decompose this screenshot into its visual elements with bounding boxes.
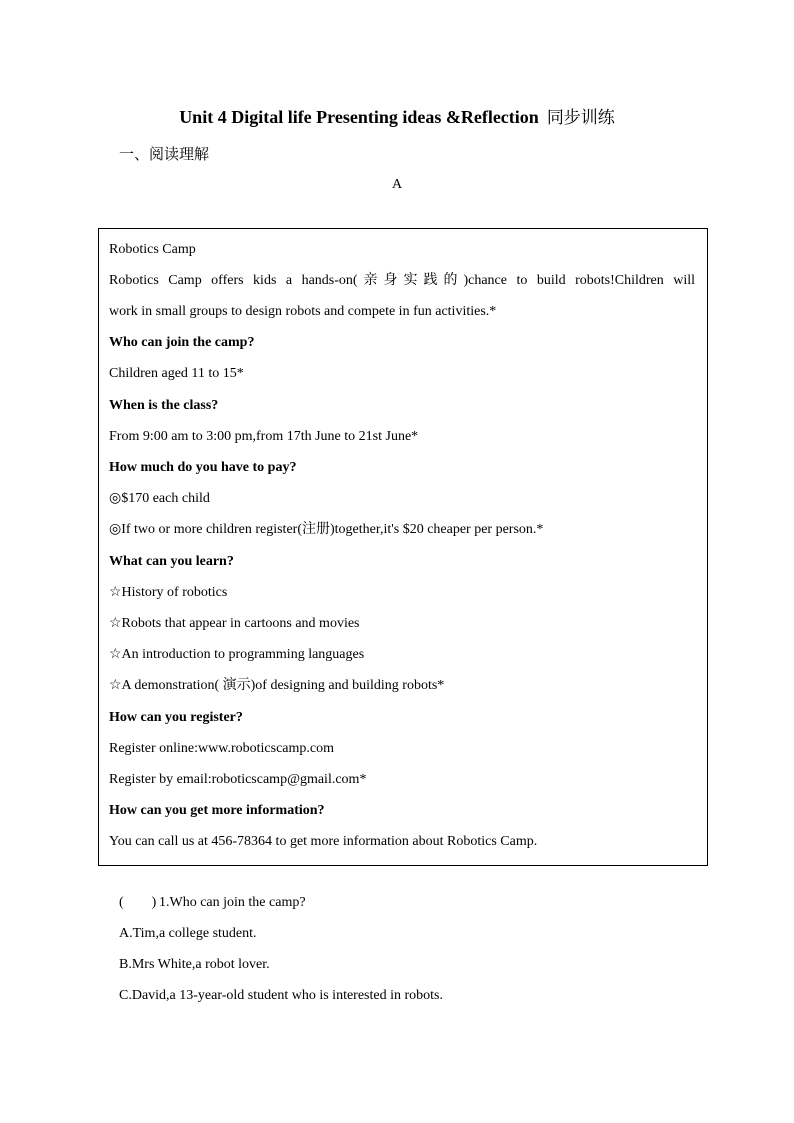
question-1-option-c: C.David,a 13-year-old student who is interested in robots. (119, 988, 443, 1003)
passage-letter: A (391, 177, 403, 192)
price-each-child: ◎$170 each child (109, 491, 210, 506)
answer-blank: ( ) (119, 895, 157, 910)
question-1-option-b: B.Mrs White,a robot lover. (119, 957, 270, 972)
heading-how-much: How much do you have to pay? (109, 460, 297, 475)
section-heading: 一、阅读理解 (119, 145, 210, 163)
question-1-text: 1.Who can join the camp? (159, 895, 306, 910)
heading-more-info: How can you get more information? (109, 803, 325, 818)
register-email: Register by email:roboticscamp@gmail.com* (109, 772, 367, 787)
learn-item-programming: ☆An introduction to programming languages (109, 647, 365, 662)
passage-title: Robotics Camp (109, 242, 196, 257)
answer-age: Children aged 11 to 15* (109, 366, 244, 381)
passage-intro-line-2: work in small groups to design robots and compete in fun activities.* (109, 304, 497, 319)
question-1-option-a: A.Tim,a college student. (119, 926, 257, 941)
learn-item-history: ☆History of robotics (109, 585, 228, 600)
passage-box (98, 228, 708, 866)
heading-who-can-join: Who can join the camp? (109, 335, 255, 350)
question-1-stem (119, 893, 306, 913)
title-english: Unit 4 Digital life Presenting ideas &Reflection (179, 107, 539, 127)
register-online: Register online:www.roboticscamp.com (109, 741, 334, 756)
learn-item-cartoons: ☆Robots that appear in cartoons and movies (109, 616, 360, 631)
heading-how-register: How can you register? (109, 710, 243, 725)
passage-intro-line-1: Robotics Camp offers kids a hands-on(亲身实践的)chance to build robots!Children will (109, 273, 695, 288)
heading-when-class: When is the class? (109, 398, 219, 413)
document-title (0, 104, 794, 131)
heading-what-learn: What can you learn? (109, 554, 234, 569)
title-chinese: 同步训练 (546, 108, 615, 128)
answer-schedule: From 9:00 am to 3:00 pm,from 17th June to 21st June* (109, 429, 419, 444)
contact-info: You can call us at 456-78364 to get more information about Robotics Camp. (109, 834, 538, 849)
price-group-discount: ◎If two or more children register(注册)together,it's $20 cheaper per person.* (109, 522, 544, 537)
learn-item-demonstration: ☆A demonstration( 演示)of designing and building robots* (109, 678, 445, 693)
